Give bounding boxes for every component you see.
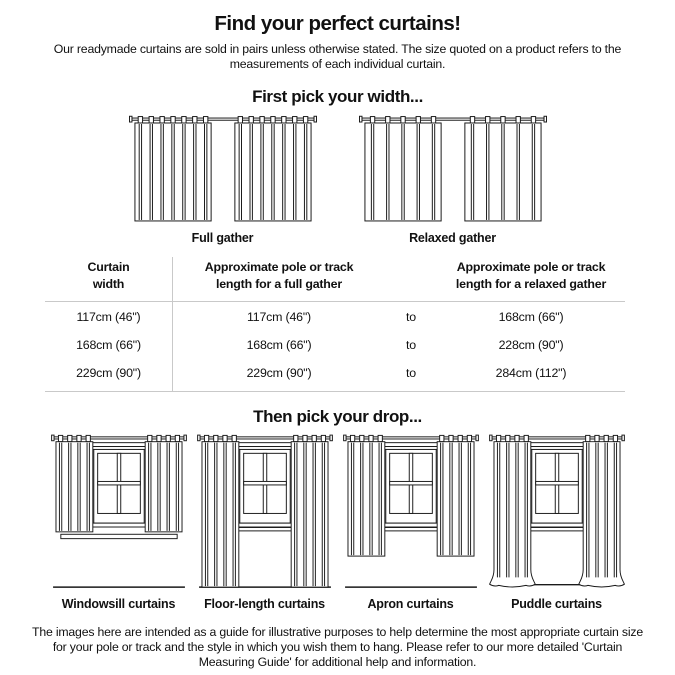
col-header-relaxed-gather: Approximate pole or track length for a relaxed gather [437, 257, 625, 301]
apron-figure [343, 432, 479, 611]
floor-length-curtains-diagram [197, 432, 333, 591]
relaxed-gather-label: Relaxed gather [409, 231, 496, 246]
table-cell-to-row3: to [385, 358, 437, 392]
drop-section-heading: Then pick your drop... [253, 406, 422, 426]
col-header-full-gather: Approximate pole or track length for a full gather [173, 257, 385, 301]
apron-curtains-diagram [343, 432, 479, 591]
apron-label: Apron curtains [367, 596, 454, 611]
table-cell-full-row3: 229cm (90") [173, 358, 385, 392]
table-cell-to-row1: to [406, 309, 416, 324]
puddle-label: Puddle curtains [511, 596, 602, 611]
footer-note: The images here are intended as a guide for illustrative purposes to help determine the most appropriate curtain size for your pole or track and the style in which you wish them to hang. Please refer to our more detailed 'Curtain Measuring Guide' for additional help and information. [32, 624, 643, 670]
puddle-figure [489, 432, 625, 611]
intro-text: Our readymade curtains are sold in pairs unless otherwise stated. The size quoted on a product refers to the measurements of each individual curtain. [53, 42, 622, 72]
gather-style-diagrams [0, 114, 675, 245]
relaxed-gather-figure [359, 114, 547, 245]
table-cell-width-row2: 168cm (66") [76, 337, 141, 352]
windowsill-curtains-diagram [51, 432, 187, 591]
table-cell-relaxed-row1: 168cm (66") [498, 309, 564, 324]
drop-style-diagrams [0, 432, 675, 611]
table-cell-full-row2: 168cm (66") [246, 337, 312, 352]
table-cell-width-row3: 229cm (90") [45, 358, 172, 392]
windowsill-label: Windowsill curtains [61, 596, 176, 611]
table-cell-relaxed-row3: 284cm (112") [437, 358, 625, 392]
full-gather-label: Full gather [191, 231, 254, 246]
table-cell-relaxed-row2: 228cm (90") [498, 337, 564, 352]
width-section-heading: First pick your width... [252, 87, 423, 107]
col-header-spacer [385, 257, 437, 301]
windowsill-figure [51, 432, 187, 611]
relaxed-gather-curtains-diagram [359, 114, 547, 225]
table-cell-width-row1: 117cm (46") [76, 309, 141, 324]
col-header-curtain-width: Curtain width [45, 257, 172, 301]
page-title: Find your perfect curtains! [214, 12, 461, 35]
table-cell-full-row1: 117cm (46") [247, 309, 311, 324]
puddle-curtains-diagram [489, 432, 625, 591]
curtain-size-table [45, 257, 625, 391]
table-cell-to-row2: to [406, 337, 416, 352]
floor-length-figure [197, 432, 333, 611]
floor-length-label: Floor-length curtains [204, 596, 325, 611]
full-gather-figure [129, 114, 317, 245]
full-gather-curtains-diagram [129, 114, 317, 225]
